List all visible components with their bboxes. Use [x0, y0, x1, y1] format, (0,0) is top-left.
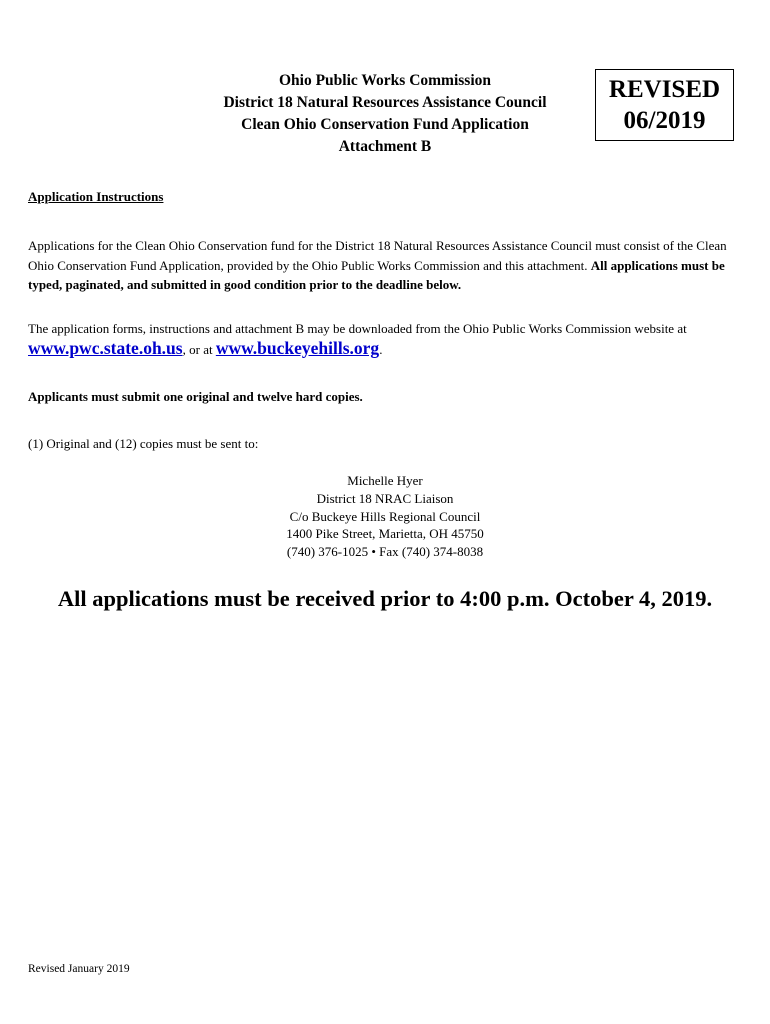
revised-label: REVISED: [608, 76, 721, 103]
sent-to-label: (1) Original and (12) copies must be sent to:: [28, 436, 259, 451]
address-name: Michelle Hyer: [347, 473, 423, 488]
header-application: Clean Ohio Conservation Fund Application: [241, 116, 529, 133]
mailing-address: [170, 472, 600, 561]
section-heading-instructions: Application Instructions: [28, 189, 164, 204]
address-title: District 18 NRAC Liaison: [316, 490, 454, 506]
document-header: [170, 70, 600, 158]
revised-stamp-box: [595, 69, 734, 141]
pwc-website-link[interactable]: www.pwc.state.oh.us: [28, 337, 183, 358]
address-org: C/o Buckeye Hills Regional Council: [289, 508, 481, 524]
buckeyehills-website-link[interactable]: www.buckeyehills.org: [215, 337, 380, 358]
footer-revision-note: Revised January 2019: [28, 963, 130, 975]
revised-date: 06/2019: [623, 107, 706, 134]
deadline-notice: All applications must be received prior to 4:00 p.m. October 4, 2019.: [57, 586, 713, 611]
header-council: District 18 Natural Resources Assistance Council: [223, 94, 547, 111]
download-paragraph-prefix: The application forms, instructions and attachment B may be downloaded from the Ohio Public Works Commission website at: [28, 321, 687, 336]
download-paragraph-suffix: .: [379, 341, 383, 357]
instructions-paragraph-bold: All applications must be typed, paginated, and submitted in good condition prior to the deadline below.: [28, 257, 725, 292]
header-commission: Ohio Public Works Commission: [278, 72, 492, 89]
address-phone-fax: (740) 376-1025 • Fax (740) 374-8038: [286, 544, 484, 560]
address-street: 1400 Pike Street, Marietta, OH 45750: [286, 526, 484, 542]
copies-requirement: Applicants must submit one original and twelve hard copies.: [28, 389, 363, 404]
download-paragraph: [28, 319, 740, 359]
instructions-paragraph-text: Applications for the Clean Ohio Conservation fund for the District 18 Natural Resources Assistance Council must consist of the Clean Ohio Conservation Fund Application, provided by the Ohio Public Works Commission and this attachment.: [28, 238, 727, 273]
download-paragraph-middle: , or at: [182, 341, 216, 357]
header-attachment: Attachment B: [338, 138, 432, 155]
instructions-paragraph: [28, 236, 740, 295]
